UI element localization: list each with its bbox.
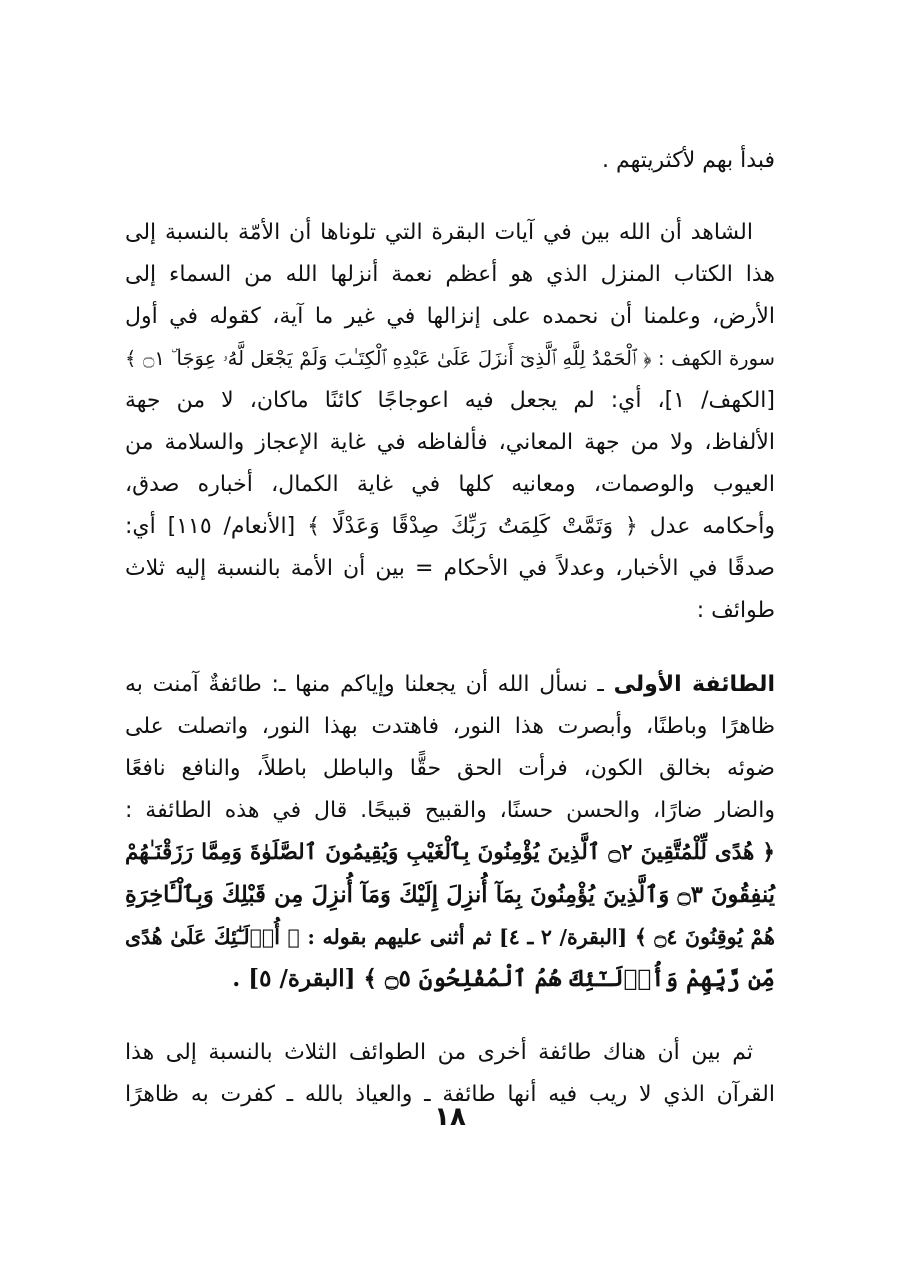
text-line: الألفاظ، ولا من جهة المعاني، فألفاظه في غاية الإعجاز والسلامة من <box>125 430 775 455</box>
text-line: صدقًا في الأخبار، وعدلاً في الأحكام = بين أن الأمة بالنسبة إليه ثلاث <box>125 556 775 581</box>
text-line-quran: يُنفِقُونَ ۝٣ وَٱلَّذِينَ يُؤْمِنُونَ بِمَآ أُنزِلَ إِلَيْكَ وَمَآ أُنزِلَ مِن قَبْلِكَ وَبِٱلْـَٔاخِرَةِ <box>125 882 775 908</box>
text-line: ثم بين أن هناك طائفة أخرى من الطوائف الثلاث بالنسبة إلى هذا <box>125 1040 753 1065</box>
text-span: ـ نسأل الله أن يجعلنا وإياكم منها ـ: طائفةٌ آمنت به <box>125 672 614 697</box>
text-line-quran: سورة الكهف : ﴿ ٱلْحَمْدُ لِلَّهِ ٱلَّذِىٓ أَنزَلَ عَلَىٰ عَبْدِهِ ٱلْكِتَـٰبَ وَلَمْ يَجْعَل لَّهُۥ عِوَجَا ۜ ۝١ ﴾ <box>125 347 775 370</box>
text-line: هذا الكتاب المنزل الذي هو أعظم نعمة أنزلها الله من السماء إلى <box>125 262 775 287</box>
text-line: العيوب والوصمات، ومعانيه كلها في غاية الكمال، أخباره صدق، <box>125 472 775 497</box>
text-line-quran: مِّن رَّبِّهِمْ وَأُو۟لَـٰٓئِكَ هُمُ ٱلْمُفْلِحُونَ ۝٥ ﴾ [البقرة/ ٥] . <box>232 965 775 992</box>
text-line: فبدأ بهم لأكثريتهم . <box>601 148 775 173</box>
text-line <box>125 664 775 706</box>
paragraph-shahid <box>125 212 775 632</box>
page-number: ١٨ <box>434 1102 466 1132</box>
text-line-quran: ﴿ هُدًى لِّلْمُتَّقِينَ ۝٢ ٱلَّذِينَ يُؤْمِنُونَ بِٱلْغَيْبِ وَيُقِيمُونَ ٱلصَّلَوٰةَ وَمِمَّا رَزَقْنَـٰهُمْ <box>125 840 775 865</box>
paragraph-intro <box>125 140 775 182</box>
text-line-quran: وأحكامه عدل ﴿ وَتَمَّتْ كَلِمَتُ رَبِّكَ صِدْقًا وَعَدْلًا ﴾ [الأنعام/ ١١٥] أي: <box>125 514 775 539</box>
text-line: طوائف : <box>696 598 775 623</box>
text-line: ظاهرًا وباطنًا، وأبصرت هذا النور، فاهتدت بهذا النور، واتصلت على <box>125 714 775 739</box>
paragraph-first-group <box>125 664 775 1000</box>
text-line-quran: هُمْ يُوقِنُونَ ۝٤ ﴾ [البقرة/ ٢ ـ ٤] ثم أثنى عليهم بقوله : ﴿ أُو۟لَـٰٓئِكَ عَلَىٰ هُدًى <box>125 925 775 949</box>
first-group-heading: الطائفة الأولى <box>613 672 775 697</box>
text-line: الأرض، وعلمنا أن نحمده على إنزالها في غير ما آية، كقوله في أول <box>125 304 775 329</box>
text-line: ضوئه بخالق الكون، فرأت الحق حقًّا والباطل باطلاً، والنافع نافعًا <box>125 756 775 781</box>
text-line: [الكهف/ ١]، أي: لم يجعل فيه اعوجاجًا كائنًا ماكان، لا من جهة <box>125 388 776 413</box>
text-line: الشاهد أن الله بين في آيات البقرة التي تلوناها أن الأمّة بالنسبة إلى <box>125 220 753 245</box>
text-line: والضار ضارًا، والحسن حسنًا، والقبيح قبيحًا. قال في هذه الطائفة : <box>125 798 775 823</box>
page-body <box>125 140 775 1148</box>
text-line: القرآن الذي لا ريب فيه أنها طائفة ـ والعياذ بالله ـ كفرت به ظاهرًا <box>125 1082 775 1107</box>
